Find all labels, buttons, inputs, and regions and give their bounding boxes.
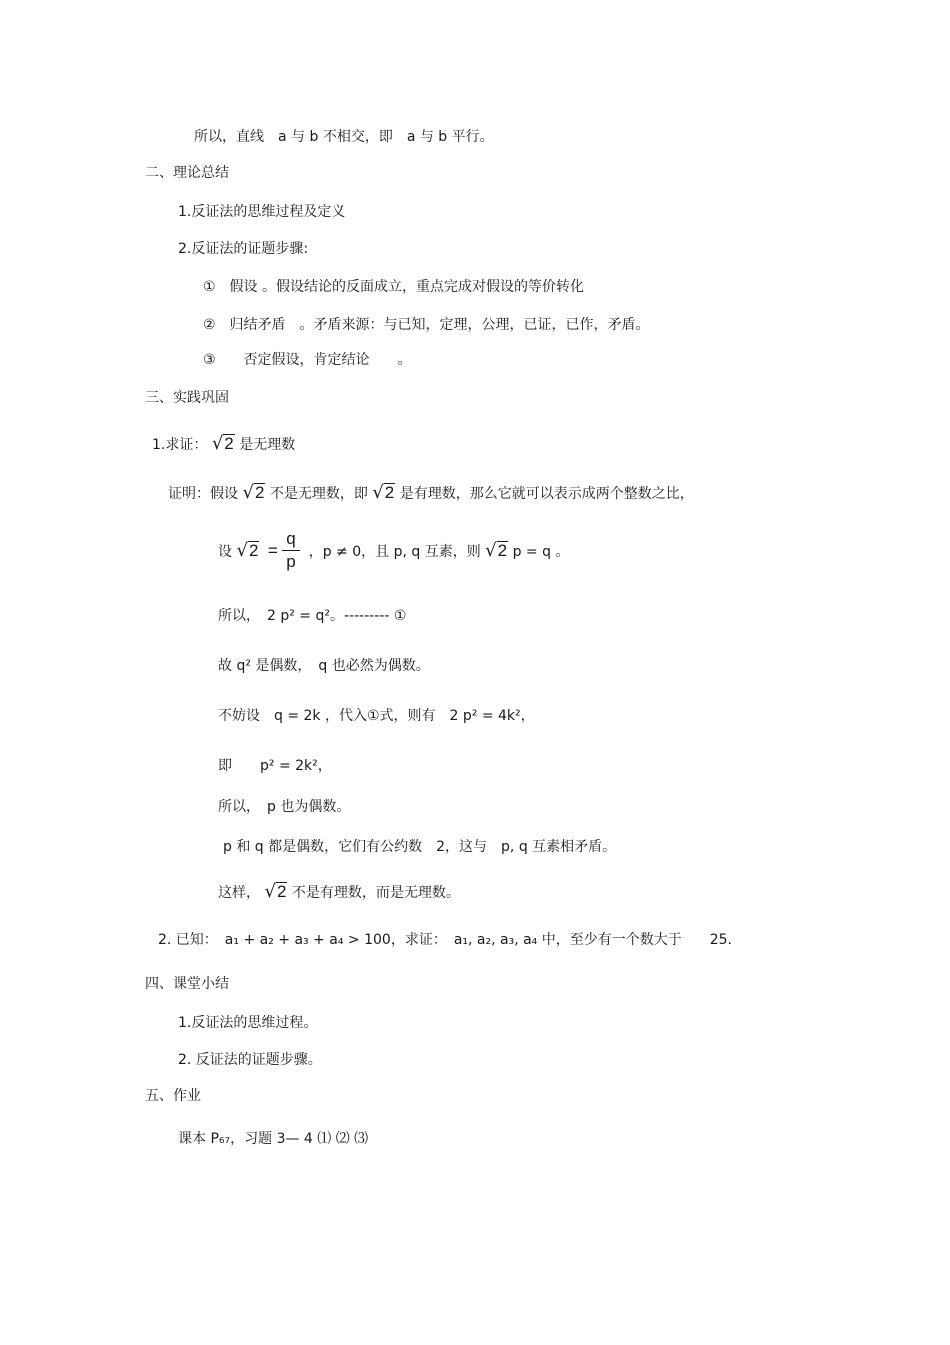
sqrt-2-expression: √2	[264, 881, 287, 902]
proof-set-line: 设 √2 = ，p ≠ 0，且 p, q 互素，则 √2 p = q 。	[218, 540, 570, 561]
problem-1-prefix: 1.求证：	[152, 437, 208, 453]
sqrt-2-expression: √2	[372, 482, 395, 503]
proof-p-squared: 即 p² = 2k²，	[218, 758, 332, 774]
fraction-denominator: p	[286, 552, 296, 571]
line-parallel-conclusion: 所以，直线 a 与 b 不相交，即 a 与 b 平行。	[194, 129, 494, 145]
proof-contradiction: p 和 q 都是偶数，它们有公约数 2，这与 p, q 互素相矛盾。	[223, 839, 617, 855]
step-2: ② 归结矛盾 。矛盾来源：与已知，定理，公理，已证，已作，矛盾。	[203, 317, 650, 333]
section-heading-practice: 三、实践巩固	[145, 390, 229, 406]
step-1: ① 假设 。假设结论的反面成立，重点完成对假设的等价转化	[203, 279, 584, 295]
proof-conclusion	[218, 882, 460, 903]
conclusion-prefix: 这样，	[218, 885, 260, 901]
theory-item-1: 1.反证法的思维过程及定义	[178, 204, 346, 220]
fraction-numerator: q	[286, 529, 296, 548]
set-middle: ，p ≠ 0，且 p, q 互素，则	[308, 544, 481, 560]
proof-assumption-c: 是有理数，那么它就可以表示成两个整数之比，	[399, 486, 694, 502]
proof-q-even: 故 q² 是偶数， q 也必然为偶数。	[218, 658, 430, 674]
sqrt-2-expression: √2	[242, 482, 265, 503]
conclusion-suffix: 不是有理数，而是无理数。	[291, 885, 460, 901]
homework-line: 课本 P₆₇，习题 3— 4 ⑴ ⑵ ⑶	[178, 1131, 369, 1147]
sqrt-2-value: 2	[384, 483, 395, 502]
proof-so-equation: 所以， 2 p² = q²。--------- ①	[218, 608, 407, 624]
proof-p-even: 所以， p 也为偶数。	[218, 799, 351, 815]
summary-item-1: 1.反证法的思维过程。	[178, 1015, 318, 1031]
sqrt-2-value: 2	[276, 882, 287, 901]
section-heading-theory: 二、理论总结	[145, 165, 229, 181]
fraction-q-over-p	[281, 530, 301, 571]
sqrt-2-value: 2	[497, 541, 508, 560]
theory-item-2: 2.反证法的证题步骤:	[178, 241, 309, 257]
set-end: p = q 。	[512, 544, 570, 560]
proof-assumption-b: 不是无理数，即	[269, 486, 368, 502]
section-heading-homework: 五、作业	[145, 1088, 201, 1104]
section-heading-summary: 四、课堂小结	[145, 976, 229, 992]
proof-assumption	[168, 483, 694, 504]
sqrt-2-value: 2	[224, 434, 234, 453]
sqrt-2-expression: √2	[236, 540, 259, 561]
sqrt-2-value: 2	[248, 541, 259, 560]
summary-item-2: 2. 反证法的证题步骤。	[178, 1052, 322, 1068]
proof-substitute: 不妨设 q = 2k ，代入①式，则有 2 p² = 4k²，	[218, 708, 535, 724]
problem-1	[152, 434, 295, 455]
sqrt-2-expression: √2	[485, 540, 508, 561]
problem-1-suffix: 是无理数	[239, 437, 296, 453]
sqrt-2-expression: √2	[211, 433, 234, 454]
problem-2: 2. 已知： a₁ + a₂ + a₃ + a₄ > 100，求证： a₁, a₂, a₃, a₄ 中，至少有一个数大于 25.	[158, 932, 732, 948]
sqrt-2-value: 2	[254, 483, 265, 502]
proof-assumption-a: 证明：假设	[168, 486, 238, 502]
set-prefix: 设	[218, 544, 232, 560]
step-3: ③ 否定假设，肯定结论 。	[203, 352, 412, 368]
